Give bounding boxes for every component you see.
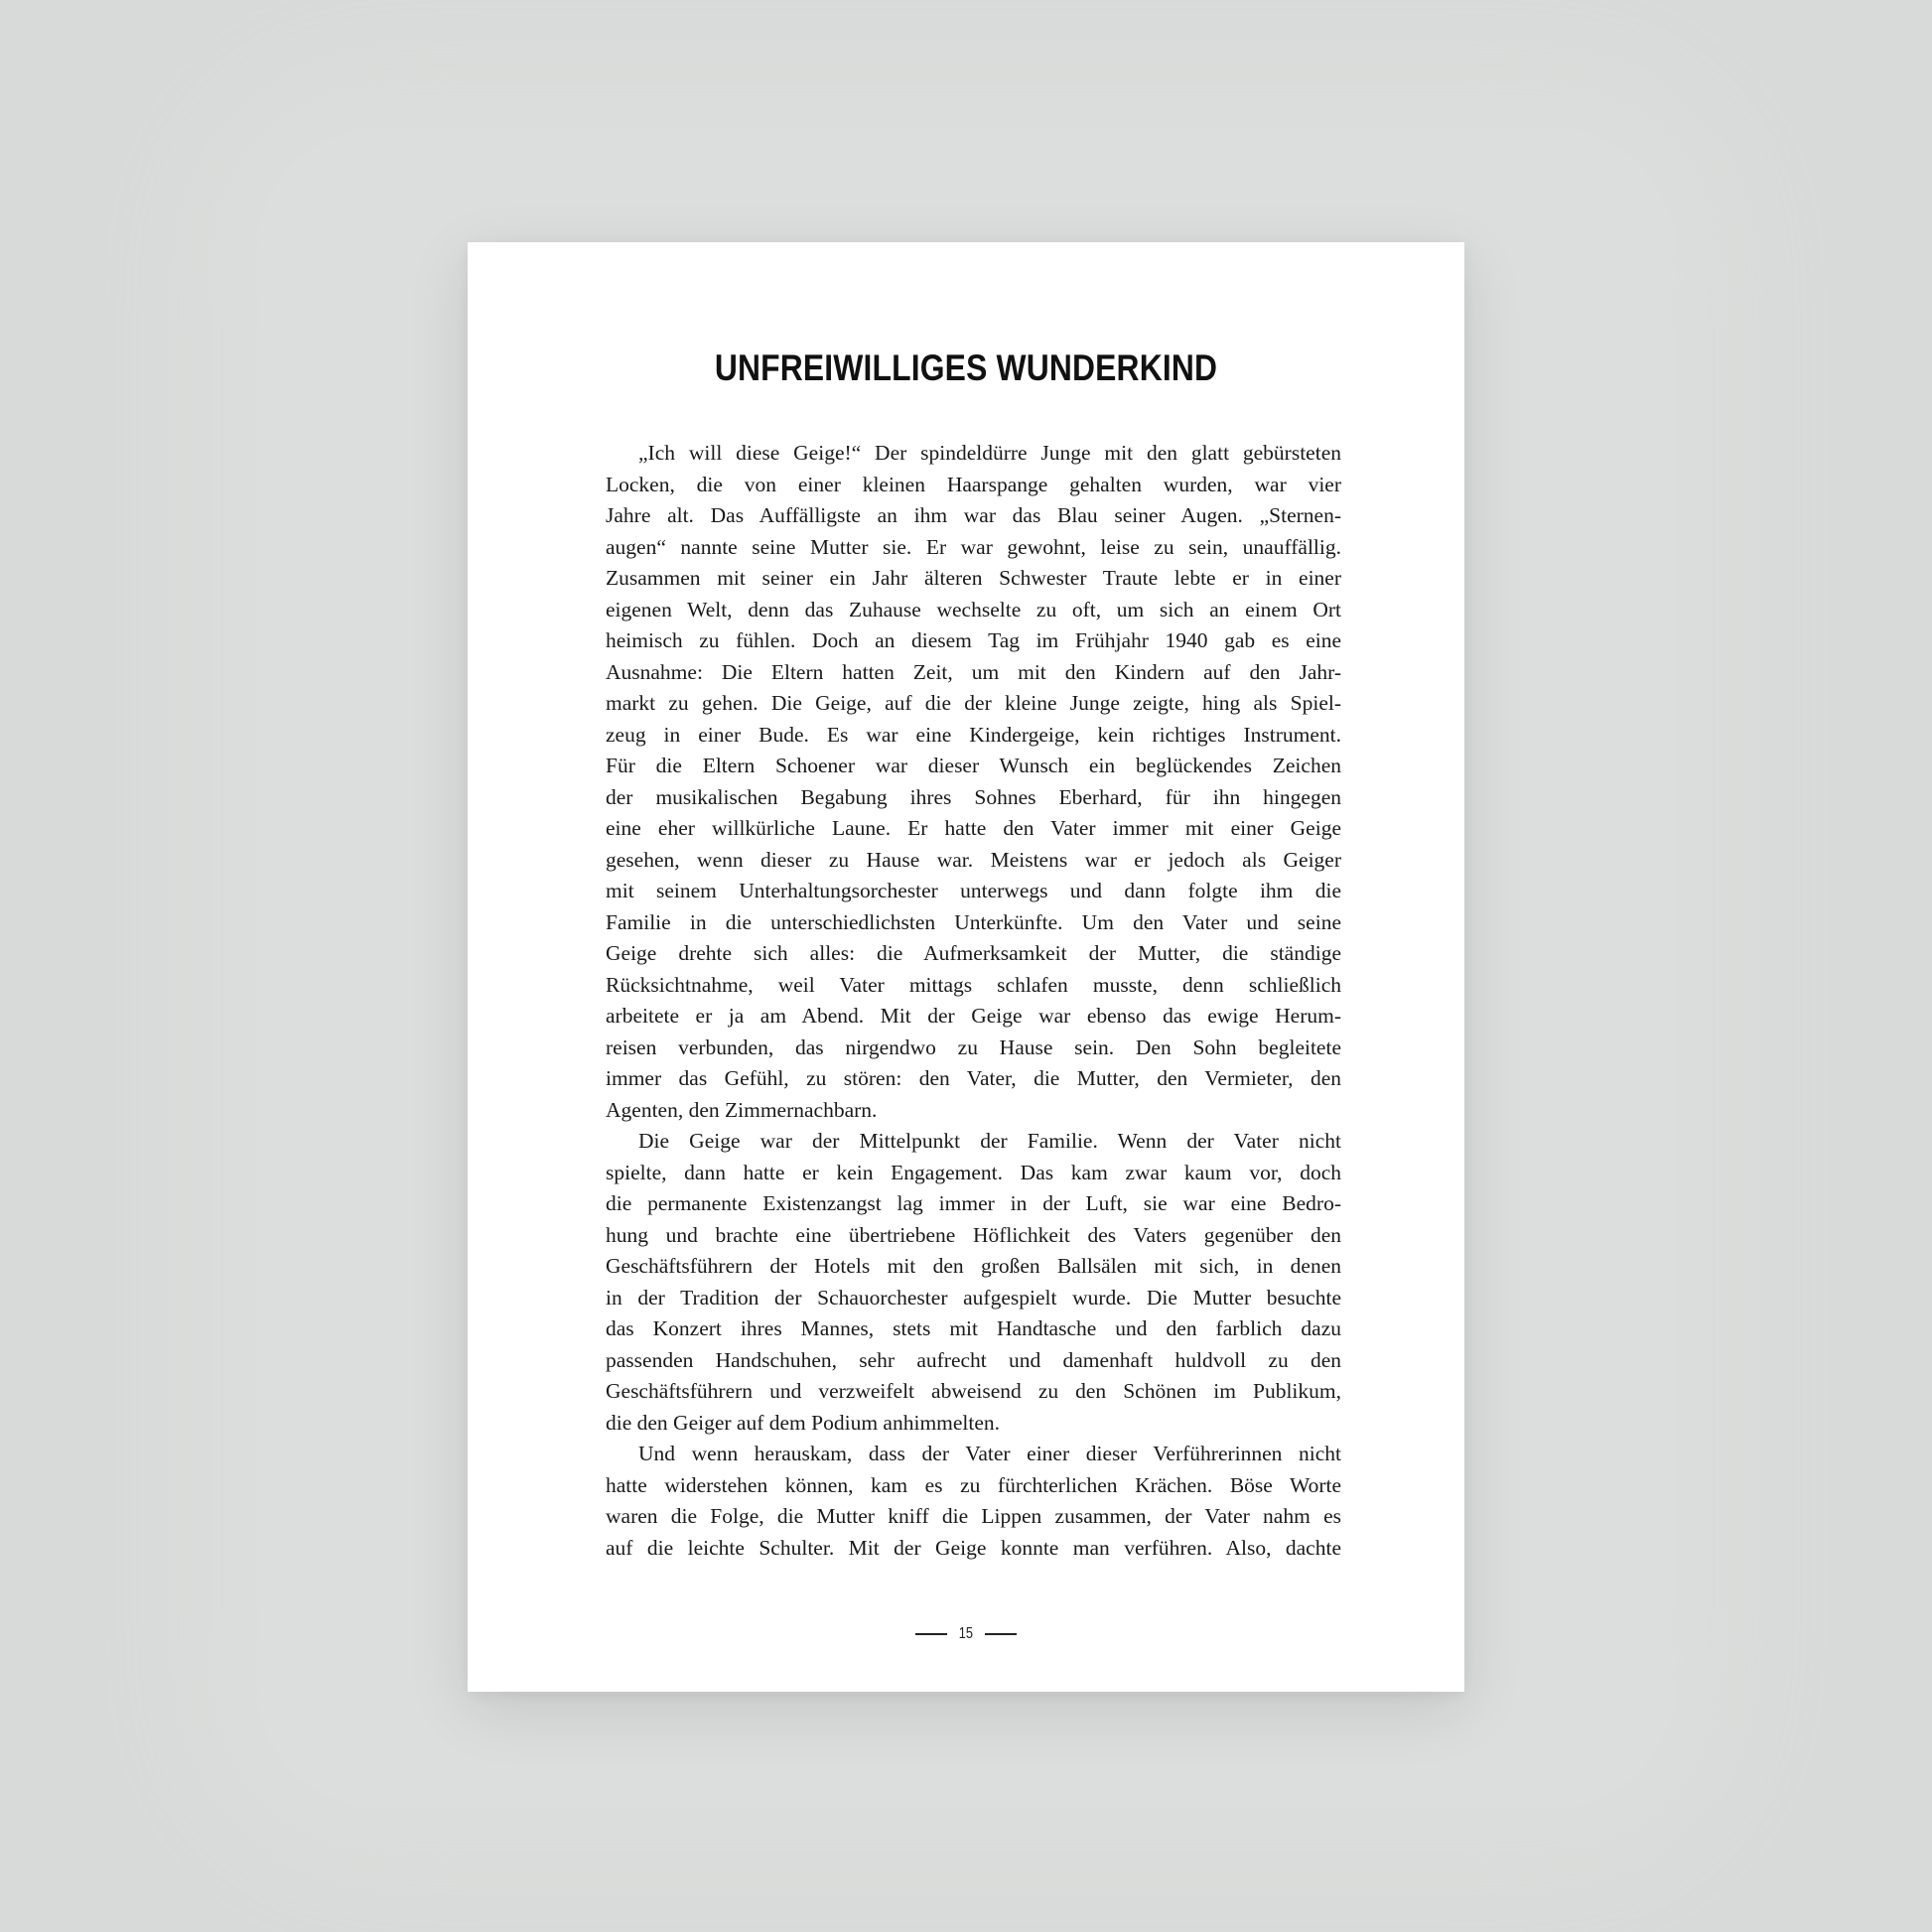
text-line: markt zu gehen. Die Geige, auf die der kleine Junge zeigte, hing als Spiel- bbox=[606, 691, 1341, 715]
text-line: Familie in die unterschiedlichsten Unterkünfte. Um den Vater und seine bbox=[606, 909, 1341, 934]
text-line: eigenen Welt, denn das Zuhause wechselte zu oft, um sich an einem Ort bbox=[606, 597, 1341, 621]
text-line: in der Tradition der Schauorchester aufgespielt wurde. Die Mutter besuchte bbox=[606, 1285, 1341, 1310]
text-line: eine eher willkürliche Laune. Er hatte den Vater immer mit einer Geige bbox=[606, 816, 1341, 840]
text-line: hatte widerstehen können, kam es zu fürchterlichen Krächen. Böse Worte bbox=[606, 1472, 1341, 1497]
text-line: Die Geige war der Mittelpunkt der Familie. Wenn der Vater nicht bbox=[638, 1129, 1341, 1153]
text-line: Und wenn herauskam, dass der Vater einer dieser Verführerinnen nicht bbox=[638, 1442, 1341, 1465]
text-line: die den Geiger auf dem Podium anhimmelten. bbox=[606, 1410, 1001, 1435]
text-line: augen“ nannte seine Mutter sie. Er war gewohnt, leise zu sein, unauffällig. bbox=[606, 534, 1341, 559]
text-line: die permanente Existenzangst lag immer in der Luft, sie war eine Bedro- bbox=[606, 1191, 1341, 1215]
paragraph bbox=[606, 1126, 1341, 1439]
text-line: mit seinem Unterhaltungsorchester unterwegs und dann folgte ihm die bbox=[606, 879, 1341, 902]
book-page bbox=[468, 242, 1464, 1692]
paragraph bbox=[606, 1439, 1341, 1564]
text-line: Geschäftsführern und verzweifelt abweisend zu den Schönen im Publikum, bbox=[606, 1379, 1341, 1403]
text-line: reisen verbunden, das nirgendwo zu Hause sein. Den Sohn begleitete bbox=[606, 1035, 1341, 1059]
chapter-title: UNFREIWILLIGES WUNDERKIND bbox=[714, 347, 1218, 388]
text-line: waren die Folge, die Mutter kniff die Lippen zusammen, der Vater nahm es bbox=[606, 1504, 1341, 1528]
text-line: immer das Gefühl, zu stören: den Vater, die Mutter, den Vermieter, den bbox=[606, 1066, 1341, 1090]
text-line: „Ich will diese Geige!“ Der spindeldürre Junge mit den glatt gebürsteten bbox=[638, 441, 1341, 465]
body-text bbox=[606, 438, 1341, 1564]
text-line: spielte, dann hatte er kein Engagement. Das kam zwar kaum vor, doch bbox=[606, 1160, 1341, 1184]
text-line: Agenten, den Zimmernachbarn. bbox=[606, 1097, 878, 1122]
text-line: hung und brachte eine übertriebene Höflichkeit des Vaters gegenüber den bbox=[606, 1222, 1341, 1247]
footer-rule-left bbox=[915, 1633, 947, 1635]
page-footer bbox=[468, 1619, 1464, 1649]
text-line: passenden Handschuhen, sehr aufrecht und damenhaft huldvoll zu den bbox=[606, 1347, 1341, 1372]
text-line: Für die Eltern Schoener war dieser Wunsch ein beglückendes Zeichen bbox=[606, 754, 1341, 777]
text-line: arbeitete er ja am Abend. Mit der Geige war ebenso das ewige Herum- bbox=[606, 1004, 1341, 1028]
text-line: Jahre alt. Das Auffälligste an ihm war das Blau seiner Augen. „Sternen- bbox=[606, 503, 1341, 527]
text-line: der musikalischen Begabung ihres Sohnes Eberhard, für ihn hingegen bbox=[606, 784, 1341, 809]
text-line: Locken, die von einer kleinen Haarspange gehalten wurden, war vier bbox=[606, 472, 1341, 496]
text-line: Geschäftsführern der Hotels mit den großen Ballsälen mit sich, in denen bbox=[606, 1254, 1341, 1278]
paragraph bbox=[606, 438, 1341, 1126]
text-line: Ausnahme: Die Eltern hatten Zeit, um mit den Kindern auf den Jahr- bbox=[606, 659, 1341, 684]
page-number: 15 bbox=[958, 1625, 974, 1642]
text-line: zeug in einer Bude. Es war eine Kindergeige, kein richtiges Instrument. bbox=[606, 722, 1341, 747]
text-line: gesehen, wenn dieser zu Hause war. Meistens war er jedoch als Geiger bbox=[606, 847, 1341, 872]
footer-rule-right bbox=[985, 1633, 1017, 1635]
text-line: heimisch zu fühlen. Doch an diesem Tag im Frühjahr 1940 gab es eine bbox=[606, 628, 1341, 652]
text-line: Rücksichtnahme, weil Vater mittags schlafen musste, denn schließlich bbox=[606, 972, 1341, 997]
text-line: auf die leichte Schulter. Mit der Geige konnte man verführen. Also, dachte bbox=[606, 1535, 1341, 1560]
text-line: Zusammen mit seiner ein Jahr älteren Schwester Traute lebte er in einer bbox=[606, 566, 1341, 590]
text-line: Geige drehte sich alles: die Aufmerksamkeit der Mutter, die ständige bbox=[606, 941, 1341, 965]
text-line: das Konzert ihres Mannes, stets mit Handtasche und den farblich dazu bbox=[606, 1316, 1341, 1340]
